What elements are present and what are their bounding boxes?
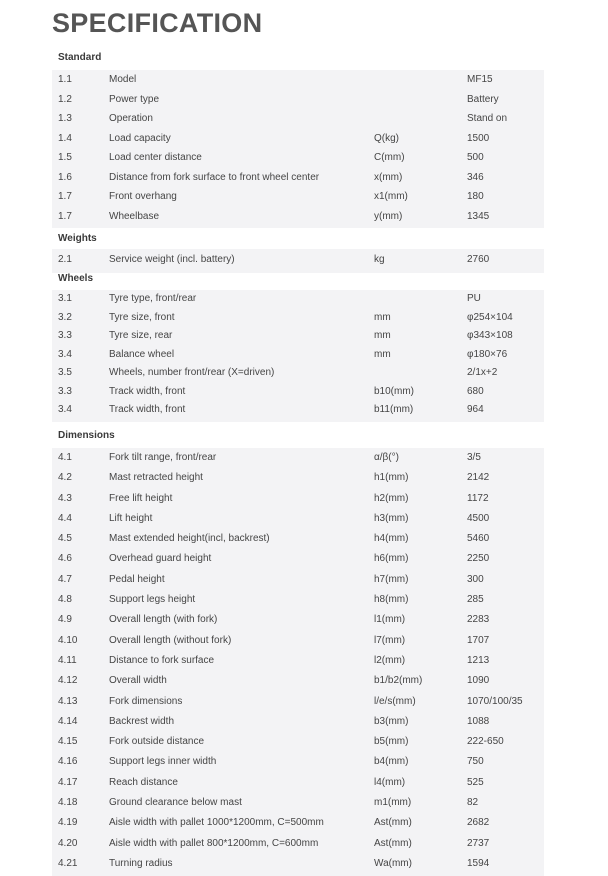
row-item: Aisle width with pallet 800*1200mm, C=600mm	[109, 837, 319, 849]
spec-row	[52, 549, 544, 569]
row-value: 82	[467, 797, 479, 809]
row-value: 500	[467, 152, 484, 163]
row-item: Fork dimensions	[109, 695, 183, 707]
row-number: 4.11	[58, 654, 77, 666]
row-number: 3.4	[58, 404, 72, 415]
row-unit: l7(mm)	[374, 634, 406, 646]
row-number: 4.15	[58, 736, 78, 748]
row-unit: y(mm)	[374, 210, 403, 222]
section-header-standard: Standard	[58, 52, 102, 63]
spec-row	[52, 401, 544, 420]
row-item: Support legs height	[109, 594, 196, 606]
row-value: 346	[467, 171, 484, 183]
row-item: Support legs inner width	[109, 756, 217, 768]
row-unit: α/β(°)	[374, 452, 399, 463]
row-value: 180	[467, 191, 484, 202]
row-item: Front overhang	[109, 191, 177, 202]
row-item: Track width, front	[109, 385, 186, 397]
row-item: Service weight (incl. battery)	[109, 254, 235, 265]
row-value: 964	[467, 404, 484, 415]
row-item: Tyre size, front	[109, 311, 175, 323]
row-item: Mast extended height(incl, backrest)	[109, 533, 270, 545]
row-item: Tyre size, rear	[109, 330, 173, 341]
row-number: 4.20	[58, 837, 78, 849]
row-number: 4.17	[58, 776, 78, 788]
spec-row	[52, 327, 544, 346]
row-value: 2142	[467, 472, 490, 484]
section-block-dimensions	[52, 448, 544, 876]
spec-row	[52, 793, 544, 813]
row-unit: h7(mm)	[374, 573, 409, 585]
row-item: Wheelbase	[109, 210, 160, 222]
spec-row	[52, 509, 544, 529]
row-unit: Ast(mm)	[374, 837, 412, 849]
row-number: 4.9	[58, 614, 72, 626]
row-unit: mm	[374, 330, 391, 341]
row-number: 4.21	[58, 857, 78, 869]
row-unit: h2(mm)	[374, 492, 409, 504]
spec-row	[52, 732, 544, 752]
row-number: 1.5	[58, 152, 72, 163]
row-unit: m1(mm)	[374, 797, 412, 809]
row-item: Track width, front	[109, 404, 186, 415]
row-value: Battery	[467, 93, 499, 105]
spec-row	[52, 813, 544, 833]
row-unit: b1/b2(mm)	[374, 675, 423, 687]
row-unit: h4(mm)	[374, 533, 409, 545]
row-number: 4.13	[58, 695, 78, 707]
page-title: SPECIFICATION	[52, 8, 263, 38]
row-value: φ343×108	[467, 330, 513, 341]
row-unit: C(mm)	[374, 152, 405, 163]
row-number: 3.2	[58, 311, 72, 323]
spec-row	[52, 651, 544, 671]
row-number: 4.10	[58, 634, 78, 646]
row-item: Reach distance	[109, 776, 178, 788]
section-block-weights	[52, 249, 544, 273]
row-number: 1.7	[58, 210, 72, 222]
row-value: 1594	[467, 857, 490, 869]
spec-row	[52, 290, 544, 309]
row-unit: l4(mm)	[374, 776, 406, 788]
row-number: 4.8	[58, 594, 72, 606]
spec-row	[52, 631, 544, 651]
row-item: Load center distance	[109, 152, 202, 163]
row-unit: mm	[374, 311, 391, 323]
row-number: 4.6	[58, 553, 72, 565]
row-value: 2760	[467, 254, 490, 265]
row-number: 3.4	[58, 348, 72, 360]
row-item: Mast retracted height	[109, 472, 203, 484]
row-value: 300	[467, 573, 484, 585]
row-item: Tyre type, front/rear	[109, 293, 197, 304]
row-item: Distance from fork surface to front wheel center	[109, 171, 320, 183]
row-number: 4.2	[58, 472, 72, 484]
row-item: Lift height	[109, 512, 153, 524]
row-unit: x(mm)	[374, 171, 403, 183]
row-number: 4.1	[58, 452, 72, 463]
row-item: Overall length (with fork)	[109, 614, 218, 626]
row-number: 3.5	[58, 367, 72, 378]
row-value: 1213	[467, 654, 490, 666]
row-unit: Wa(mm)	[374, 857, 412, 869]
row-item: Fork tilt range, front/rear	[109, 452, 217, 463]
row-value: 222-650	[467, 736, 504, 748]
row-item: Ground clearance below mast	[109, 797, 242, 809]
spec-row	[52, 590, 544, 610]
row-value: MF15	[467, 74, 493, 85]
row-item: Overall length (without fork)	[109, 634, 232, 646]
row-value: 3/5	[467, 452, 481, 463]
row-value: Stand on	[467, 113, 508, 124]
row-unit: b5(mm)	[374, 736, 409, 748]
spec-row	[52, 773, 544, 793]
section-header-wheels: Wheels	[58, 273, 94, 284]
row-value: 750	[467, 756, 484, 768]
spec-row	[52, 570, 544, 590]
row-value: 4500	[467, 512, 490, 524]
row-number: 1.3	[58, 113, 72, 124]
row-value: 1070/100/35	[467, 695, 523, 707]
row-value: 2682	[467, 817, 490, 829]
row-number: 2.1	[58, 254, 72, 265]
spec-row	[52, 90, 544, 110]
row-item: Model	[109, 74, 137, 85]
spec-row	[52, 187, 544, 207]
row-unit: b10(mm)	[374, 385, 415, 397]
row-number: 4.4	[58, 512, 72, 524]
spec-row	[52, 168, 544, 188]
row-item: Fork outside distance	[109, 736, 205, 748]
section-block-standard	[52, 70, 544, 228]
row-item: Aisle width with pallet 1000*1200mm, C=500mm	[109, 817, 324, 829]
row-number: 1.1	[58, 74, 72, 85]
spec-row	[52, 109, 544, 129]
row-item: Overall width	[109, 675, 167, 687]
spec-row	[52, 70, 544, 90]
row-unit: mm	[374, 348, 391, 360]
row-value: 5460	[467, 533, 490, 545]
spec-row	[52, 529, 544, 549]
row-unit: l1(mm)	[374, 614, 406, 626]
row-value: φ254×104	[467, 311, 513, 323]
row-value: 2250	[467, 553, 490, 565]
spec-row	[52, 752, 544, 772]
spec-row	[52, 364, 544, 383]
row-value: 525	[467, 776, 484, 788]
spec-row	[52, 448, 544, 468]
section-header-dimensions: Dimensions	[58, 430, 115, 441]
spec-row	[52, 207, 544, 227]
row-value: PU	[467, 293, 481, 304]
row-value: φ180×76	[467, 348, 508, 360]
row-number: 1.6	[58, 171, 72, 183]
row-item: Power type	[109, 93, 160, 105]
row-item: Overhead guard height	[109, 553, 212, 565]
row-unit: b3(mm)	[374, 715, 409, 727]
row-number: 3.3	[58, 330, 72, 341]
row-unit: h6(mm)	[374, 553, 409, 565]
spec-row	[52, 309, 544, 328]
row-number: 4.16	[58, 756, 78, 768]
row-number: 4.7	[58, 573, 72, 585]
spec-row	[52, 468, 544, 488]
row-unit: x1(mm)	[374, 191, 408, 202]
spec-row	[52, 834, 544, 854]
row-number: 3.3	[58, 385, 72, 397]
row-item: Turning radius	[109, 857, 173, 869]
row-value: 2/1x+2	[467, 367, 498, 378]
row-item: Backrest width	[109, 715, 175, 727]
row-item: Wheels, number front/rear (X=driven)	[109, 367, 275, 378]
row-value: 1090	[467, 675, 490, 687]
row-unit: b11(mm)	[374, 404, 414, 415]
section-block-wheels	[52, 290, 544, 422]
spec-row	[52, 346, 544, 365]
row-item: Operation	[109, 113, 153, 124]
row-value: 1088	[467, 715, 490, 727]
row-value: 1500	[467, 132, 490, 144]
row-number: 4.18	[58, 797, 78, 809]
row-value: 1345	[467, 210, 490, 222]
row-number: 4.5	[58, 533, 72, 545]
spec-row	[52, 489, 544, 509]
row-value: 1707	[467, 634, 490, 646]
row-unit: l/e/s(mm)	[374, 695, 416, 707]
spec-row	[52, 712, 544, 732]
row-number: 1.7	[58, 191, 72, 202]
row-item: Balance wheel	[109, 348, 175, 360]
row-value: 2283	[467, 614, 490, 626]
row-number: 4.12	[58, 675, 78, 687]
spec-row	[52, 148, 544, 168]
row-item: Distance to fork surface	[109, 654, 215, 666]
row-number: 3.1	[58, 293, 72, 304]
spec-row	[52, 610, 544, 630]
row-unit: h8(mm)	[374, 594, 409, 606]
row-unit: h1(mm)	[374, 472, 409, 484]
row-item: Load capacity	[109, 132, 171, 144]
row-value: 285	[467, 594, 484, 606]
row-unit: Ast(mm)	[374, 817, 412, 829]
section-header-weights: Weights	[58, 233, 97, 244]
row-unit: kg	[374, 254, 385, 265]
spec-row	[52, 671, 544, 691]
row-unit: l2(mm)	[374, 654, 406, 666]
spec-row	[52, 692, 544, 712]
row-unit: b4(mm)	[374, 756, 409, 768]
row-item: Pedal height	[109, 573, 165, 585]
spec-row	[52, 383, 544, 402]
row-number: 4.19	[58, 817, 78, 829]
row-number: 1.4	[58, 132, 72, 144]
row-number: 4.3	[58, 492, 72, 504]
row-value: 2737	[467, 837, 490, 849]
spec-row	[52, 854, 544, 874]
row-item: Free lift height	[109, 492, 173, 504]
row-unit: Q(kg)	[374, 132, 399, 144]
row-number: 4.14	[58, 715, 78, 727]
row-value: 680	[467, 385, 484, 397]
spec-row	[52, 129, 544, 149]
row-unit: h3(mm)	[374, 512, 409, 524]
spec-row	[52, 249, 544, 271]
row-number: 1.2	[58, 93, 72, 105]
row-value: 1172	[467, 492, 489, 504]
